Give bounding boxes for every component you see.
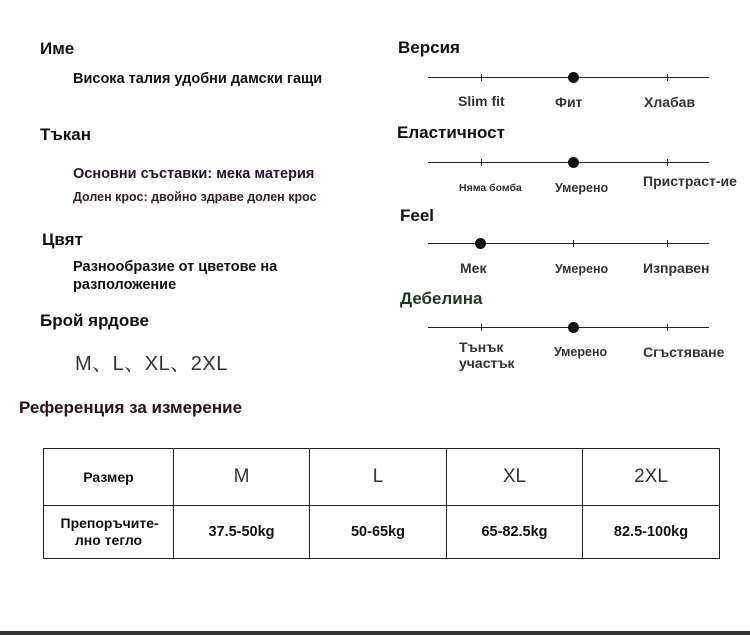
scale-option: Умерено bbox=[554, 345, 608, 359]
scale-option: Мек bbox=[460, 260, 487, 276]
scale-option: Фит bbox=[555, 94, 583, 110]
scale-tick bbox=[667, 159, 668, 166]
table-weight-cell: 50-65kg bbox=[310, 506, 447, 559]
scale-option: Пристраст-ие bbox=[643, 173, 737, 189]
name-label: Име bbox=[40, 39, 75, 58]
scale-marker-version bbox=[568, 72, 579, 83]
size-table bbox=[43, 448, 720, 559]
table-size-cell: L bbox=[310, 449, 447, 506]
scale-marker-thickness bbox=[568, 322, 579, 333]
scale-option: Няма бомба bbox=[459, 182, 522, 194]
fabric-crotch: Долен крос: двойно здраве долен крос bbox=[73, 190, 317, 204]
scale-title-thickness: Дебелина bbox=[400, 289, 483, 308]
measure-title: Референция за измерение bbox=[19, 398, 243, 417]
scale-tick bbox=[667, 240, 668, 247]
scale-option: Умерено bbox=[555, 262, 609, 276]
scale-option: Сгъстяване bbox=[643, 344, 725, 360]
scale-marker-feel bbox=[475, 238, 486, 249]
scale-option: Умерено bbox=[555, 181, 609, 195]
scale-title-version: Версия bbox=[398, 38, 460, 57]
table-weight-cell: 82.5-100kg bbox=[583, 506, 720, 559]
scale-title-elasticity: Еластичност bbox=[397, 123, 505, 142]
table-weight-cell: 37.5-50kg bbox=[174, 506, 310, 559]
fabric-main: Основни съставки: мека материя bbox=[73, 166, 315, 182]
table-row bbox=[44, 449, 720, 506]
yards-value: M、L、XL、2XL bbox=[75, 353, 228, 375]
scale-title-feel: Feel bbox=[400, 206, 435, 225]
table-size-cell: 2XL bbox=[583, 449, 720, 506]
table-header-size: Размер bbox=[44, 449, 174, 506]
name-value: Висока талия удобни дамски гащи bbox=[73, 71, 323, 87]
scale-option: Изправен bbox=[643, 260, 710, 276]
table-weight-label-text: Препоръчите-лно тегло bbox=[60, 515, 159, 548]
scale-tick bbox=[667, 324, 668, 331]
table-weight-cell: 65-82.5kg bbox=[447, 506, 583, 559]
scale-tick bbox=[667, 74, 668, 81]
color-value: Разнообразие от цветове на разположение bbox=[73, 259, 278, 293]
scale-tick bbox=[481, 324, 482, 331]
scale-marker-elasticity bbox=[568, 157, 579, 168]
yards-label: Брой ярдове bbox=[40, 311, 149, 330]
bottom-divider bbox=[0, 631, 750, 635]
scale-option: Хлабав bbox=[644, 94, 696, 110]
scale-tick bbox=[573, 240, 574, 247]
scale-option: Slim fit bbox=[458, 93, 505, 109]
table-size-cell: XL bbox=[447, 449, 583, 506]
color-label: Цвят bbox=[42, 230, 83, 249]
scale-option: Тънък участък bbox=[459, 339, 515, 371]
scale-tick bbox=[481, 159, 482, 166]
table-size-cell: M bbox=[174, 449, 310, 506]
table-row bbox=[44, 506, 720, 559]
scale-tick bbox=[481, 74, 482, 81]
table-weight-label bbox=[44, 506, 174, 559]
fabric-label: Тъкан bbox=[40, 125, 92, 144]
